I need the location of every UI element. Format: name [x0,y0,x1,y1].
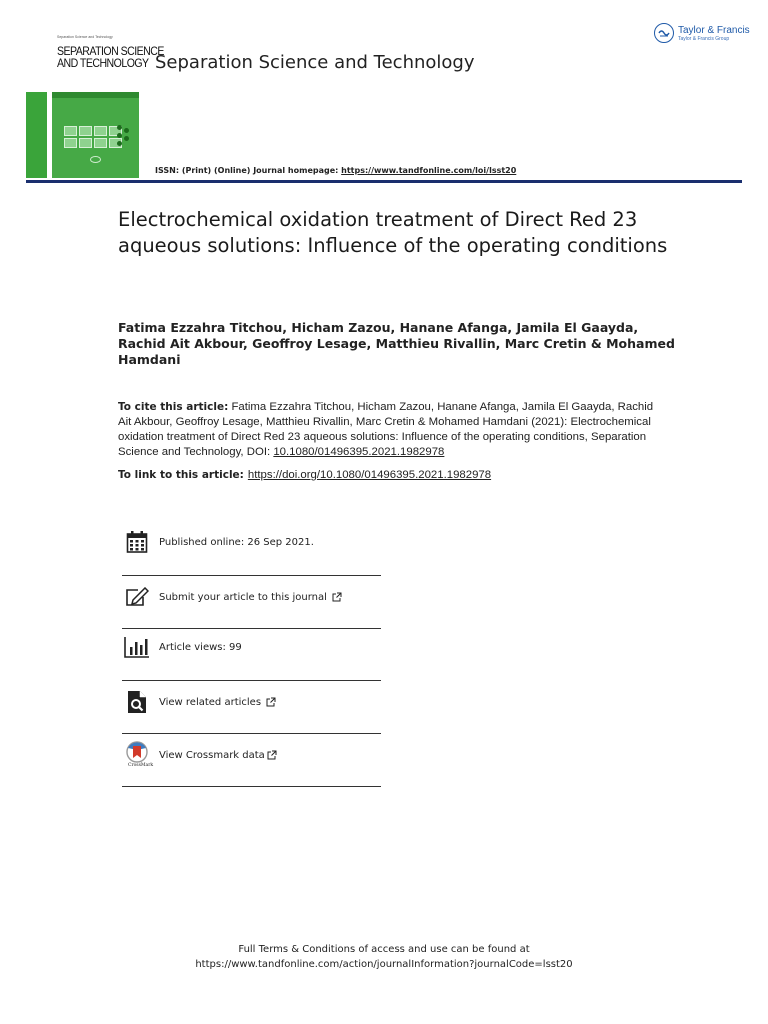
cite-text: Fatima Ezzahra Titchou, Hicham Zazou, Hanane Afanga, Jamila El Gaayda, Rachid Ait Akbour, Geoffroy Lesage, Matthieu Rivallin, Marc Cretin & Mohamed Hamdani (2021): Electrochemical oxidation treatment of Direct Red 23 aqueous solutions: Influence of the operating conditions, Separation Science and Technology, DOI: [118,401,654,458]
cite-label: To cite this article: [118,401,229,413]
footer [0,942,768,972]
link-label: To link to this article: [118,469,244,481]
journal-name: Separation Science and Technology [155,52,475,73]
publisher-text [678,25,750,42]
divider [122,786,381,787]
publisher-group: Taylor & Francis Group [678,35,730,42]
cover-spine [26,92,47,178]
submit-article-link[interactable] [124,571,380,623]
external-link-icon [332,592,342,602]
article-doi-link[interactable]: https://doi.org/10.1080/01496395.2021.1982978 [247,469,492,481]
issn-line [155,166,516,175]
publisher-name: Taylor & Francis [678,24,750,36]
article-authors: Fatima Ezzahra Titchou, Hicham Zazou, Hanane Afanga, Jamila El Gaayda, Rachid Ait Akbour, Geoffroy Lesage, Matthieu Rivallin, Marc Cretin & Mohamed Hamdani [118,320,675,367]
calendar-icon [124,529,150,555]
article-link-line [118,468,491,481]
crossmark-link[interactable] [124,729,380,781]
document-search-icon [124,689,150,715]
header-rule [26,180,742,183]
journal-cover-image[interactable] [52,92,139,178]
cover-seal-icon [90,156,101,163]
publisher-wave-icon [654,23,674,43]
journal-logo-line2: AND TECHNOLOGY [57,56,149,70]
article-views [124,621,380,673]
external-link-icon [266,697,276,707]
submit-label: Submit your article to this journal [159,591,327,603]
crossmark-label: View Crossmark data [159,749,265,761]
cite-doi-link[interactable]: 10.1080/01496395.2021.1982978 [273,446,445,458]
journal-logo-caption: Separation Science and Technology [57,35,113,39]
edit-icon [124,584,150,610]
cover-graphic [64,126,122,148]
external-link-icon [267,750,277,760]
footer-terms-url[interactable]: https://www.tandfonline.com/action/journalInformation?journalCode=lsst20 [195,959,573,970]
cover-header-strip [52,92,139,98]
article-title: Electrochemical oxidation treatment of Direct Red 23 aqueous solutions: Influence of the operating conditions [118,208,668,257]
journal-logo [57,45,164,69]
bar-chart-icon [124,634,150,660]
views-count: Article views: 99 [159,641,242,653]
journal-logo-line1: SEPARATION SCIENCE [57,44,164,58]
published-date: Published online: 26 Sep 2021. [159,536,314,548]
issn-text: ISSN: (Print) (Online) Journal homepage: [155,166,342,175]
related-articles-link[interactable] [124,676,380,728]
crossmark-icon-caption: CrossMark [128,763,154,768]
footer-terms-line: Full Terms & Conditions of access and use can be found at [238,944,530,955]
related-label: View related articles [159,696,262,708]
journal-homepage-link[interactable]: https://www.tandfonline.com/loi/lsst20 [341,166,517,175]
cover-dots [116,125,130,149]
publisher-logo[interactable] [654,23,750,43]
published-info [124,516,380,568]
citation [118,400,658,460]
